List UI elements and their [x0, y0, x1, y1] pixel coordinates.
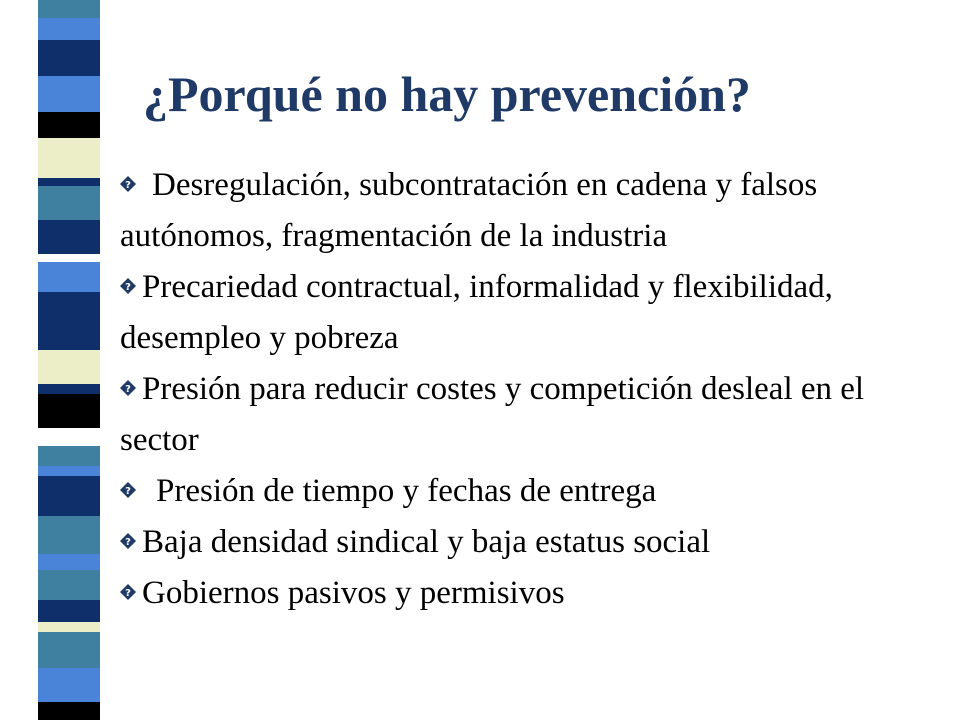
missing-glyph-diamond-icon — [120, 278, 136, 294]
missing-glyph-diamond-icon — [120, 380, 136, 396]
stripe-band — [38, 112, 100, 138]
stripe-band — [38, 0, 100, 18]
bullet-item — [120, 517, 940, 568]
stripe-band — [38, 446, 100, 466]
stripe-band — [38, 668, 100, 702]
bullet-item — [120, 568, 940, 619]
stripe-band — [38, 178, 100, 186]
bullet-text: Gobiernos pasivos y permisivos — [142, 575, 565, 611]
stripe-band — [38, 632, 100, 668]
stripe-band — [38, 516, 100, 554]
bullet-list — [120, 160, 940, 619]
bullet-text: Presión para reducir costes y competición desleal en el sector — [120, 371, 865, 458]
stripe-band — [38, 622, 100, 632]
stripe-band — [38, 254, 100, 262]
bullet-text: Precariedad contractual, informalidad y flexibilidad, desempleo y pobreza — [120, 269, 833, 356]
bullet-item — [120, 466, 940, 517]
missing-glyph-diamond-icon — [120, 482, 136, 498]
bullet-item — [120, 262, 940, 364]
svg-text:?: ? — [125, 282, 131, 294]
stripe-band — [38, 702, 100, 720]
bullet-text: Desregulación, subcontratación en cadena y falsos autónomos, fragmentación de la industria — [120, 167, 818, 254]
decorative-color-stripe — [38, 0, 100, 720]
stripe-band — [38, 292, 100, 332]
stripe-band — [38, 476, 100, 516]
stripe-band — [38, 18, 100, 40]
stripe-band — [38, 384, 100, 394]
bullet-text: Presión de tiempo y fechas de entrega — [156, 473, 657, 509]
svg-text:?: ? — [125, 486, 131, 498]
svg-text:?: ? — [125, 537, 131, 549]
bullet-item — [120, 364, 940, 466]
svg-text:?: ? — [125, 384, 131, 396]
bullet-item — [120, 160, 940, 262]
svg-text:?: ? — [125, 180, 131, 192]
stripe-band — [38, 570, 100, 600]
missing-glyph-diamond-icon — [120, 176, 136, 192]
stripe-band — [38, 394, 100, 428]
stripe-band — [38, 220, 100, 254]
stripe-band — [38, 600, 100, 622]
slide-title: ¿Porqué no hay prevención? — [143, 66, 751, 122]
missing-glyph-diamond-icon — [120, 533, 136, 549]
stripe-band — [38, 76, 100, 112]
svg-text:?: ? — [125, 588, 131, 600]
stripe-band — [38, 428, 100, 446]
stripe-band — [38, 262, 100, 292]
bullet-text: Baja densidad sindical y baja estatus social — [142, 524, 711, 560]
stripe-band — [38, 186, 100, 220]
stripe-band — [38, 554, 100, 570]
stripe-band — [38, 466, 100, 476]
stripe-band — [38, 138, 100, 178]
missing-glyph-diamond-icon — [120, 584, 136, 600]
stripe-band — [38, 46, 100, 76]
stripe-band — [38, 350, 100, 384]
stripe-band — [38, 332, 100, 350]
